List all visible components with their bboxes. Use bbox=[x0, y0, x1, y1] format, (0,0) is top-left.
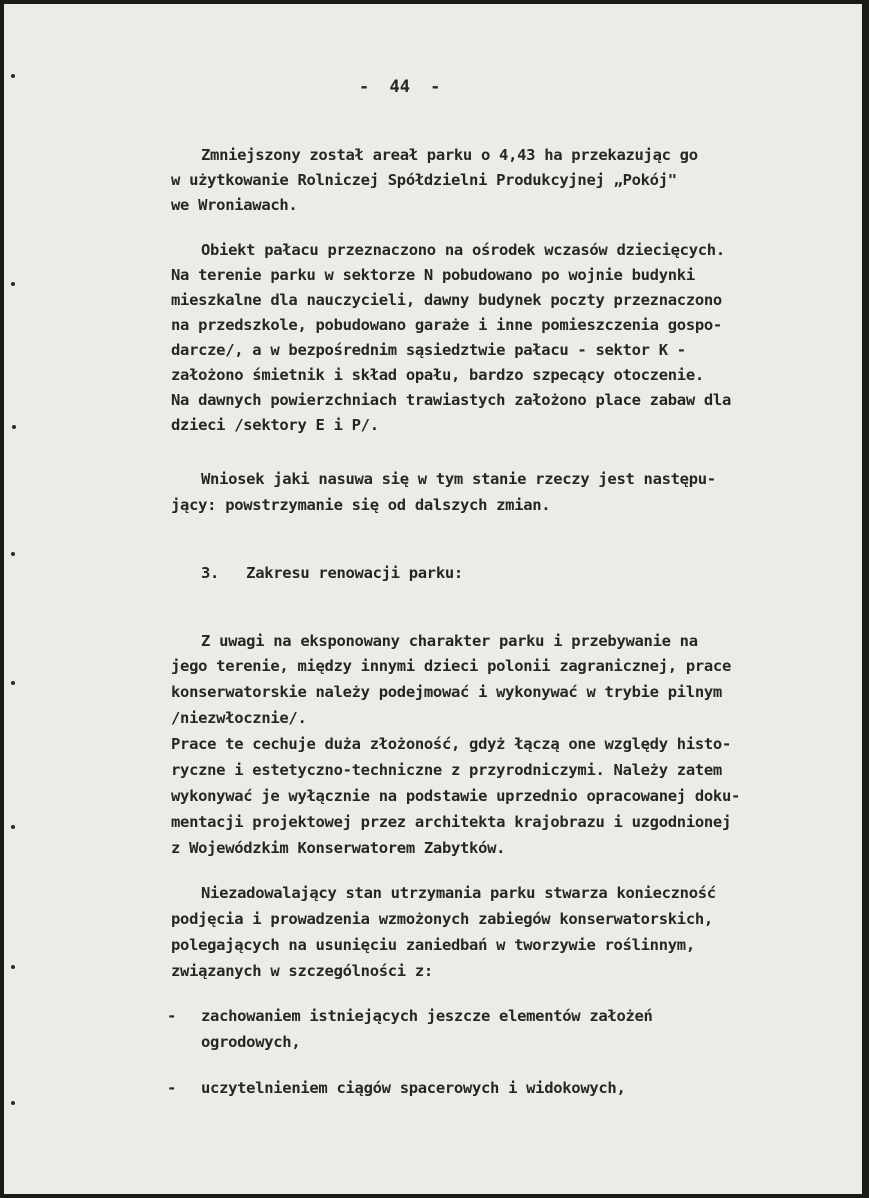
text-line: podjęcia i prowadzenia wzmożonych zabiegów konserwatorskich, bbox=[171, 910, 713, 928]
text-line: Prace te cechuje duża złożoność, gdyż łączą one względy histo- bbox=[171, 735, 731, 753]
list-item-line: uczytelnieniem ciągów spacerowych i widokowych, bbox=[201, 1079, 626, 1097]
binding-hole-mark bbox=[11, 282, 15, 286]
binding-hole-mark bbox=[11, 74, 15, 78]
text-line: w użytkowanie Rolniczej Spółdzielni Produkcyjnej „Pokój" bbox=[171, 171, 677, 189]
text-line: dzieci /sektory E i P/. bbox=[171, 416, 379, 434]
text-line: polegających na usunięciu zaniedbań w tworzywie roślinnym, bbox=[171, 936, 695, 954]
text-line: związanych w szczególności z: bbox=[171, 962, 433, 980]
list-item-line: zachowaniem istniejących jeszcze elementów założeń bbox=[201, 1007, 653, 1025]
binding-hole-mark bbox=[11, 965, 15, 969]
text-line: wykonywać je wyłącznie na podstawie uprzednio opracowanej doku- bbox=[171, 787, 741, 805]
list-dash: - bbox=[167, 1079, 177, 1097]
text-line: Niezadowalający stan utrzymania parku stwarza konieczność bbox=[201, 884, 716, 902]
text-line: na przedszkole, pobudowano garaże i inne pomieszczenia gospo- bbox=[171, 316, 722, 334]
text-line: darcze/, a w bezpośrednim sąsiedztwie pałacu - sektor K - bbox=[171, 341, 686, 359]
section-heading: 3. Zakresu renowacji parku: bbox=[201, 564, 463, 582]
document-page bbox=[4, 4, 862, 1194]
text-line: Wniosek jaki nasuwa się w tym stanie rzeczy jest następu- bbox=[201, 470, 716, 488]
list-dash: - bbox=[167, 1007, 177, 1025]
text-line: założono śmietnik i skład opału, bardzo szpecący otoczenie. bbox=[171, 366, 704, 384]
page-number: - 44 - bbox=[359, 77, 441, 97]
text-line: konserwatorskie należy podejmować i wykonywać w trybie pilnym bbox=[171, 683, 722, 701]
text-line: Z uwagi na eksponowany charakter parku i przebywanie na bbox=[201, 632, 698, 650]
text-line: Obiekt pałacu przeznaczono na ośrodek wczasów dziecięcych. bbox=[201, 241, 725, 259]
binding-hole-mark bbox=[11, 681, 15, 685]
text-line: we Wroniawach. bbox=[171, 196, 298, 214]
list-item-line: ogrodowych, bbox=[201, 1033, 301, 1051]
text-line: Zmniejszony został areał parku o 4,43 ha przekazując go bbox=[201, 146, 698, 164]
text-line: jego terenie, między innymi dzieci polonii zagranicznej, prace bbox=[171, 657, 731, 675]
text-line: z Wojewódzkim Konserwatorem Zabytków. bbox=[171, 839, 506, 857]
text-line: /niezwłocznie/. bbox=[171, 709, 307, 727]
text-line: Na terenie parku w sektorze N pobudowano po wojnie budynki bbox=[171, 266, 695, 284]
text-line: mieszkalne dla nauczycieli, dawny budynek poczty przeznaczono bbox=[171, 291, 722, 309]
binding-hole-mark bbox=[11, 1101, 15, 1105]
binding-hole-mark bbox=[11, 825, 15, 829]
text-line: Na dawnych powierzchniach trawiastych założono place zabaw dla bbox=[171, 391, 731, 409]
binding-hole-mark bbox=[12, 425, 16, 429]
text-line: ryczne i estetyczno-techniczne z przyrodniczymi. Należy zatem bbox=[171, 761, 722, 779]
text-line: jący: powstrzymanie się od dalszych zmian. bbox=[171, 496, 551, 514]
text-line: mentacji projektowej przez architekta krajobrazu i uzgodnionej bbox=[171, 813, 731, 831]
binding-hole-mark bbox=[11, 552, 15, 556]
